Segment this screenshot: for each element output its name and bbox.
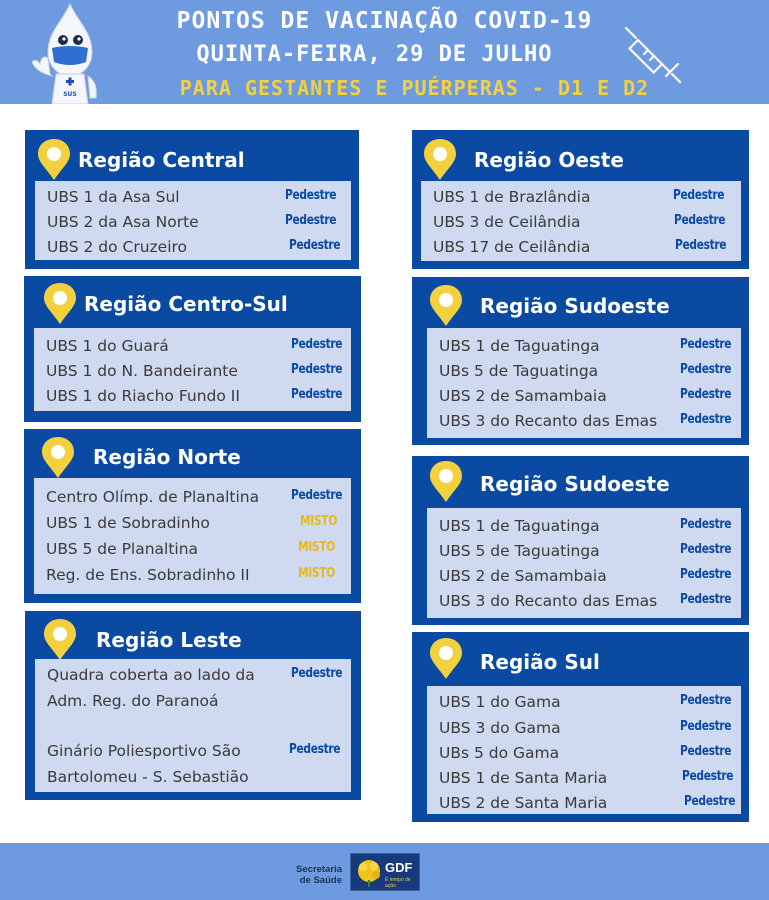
access-mode-tag: Pedestre [291,488,343,503]
access-mode-tag: Pedestre [674,213,726,228]
site-row [427,767,741,792]
site-row-continuation [35,766,351,791]
site-row [34,360,351,385]
access-mode-tag: Pedestre [680,744,732,759]
location-pin-icon [42,282,78,326]
site-name: UBS 1 de Sobradinho [46,514,210,532]
access-mode-tag: Pedestre [680,542,732,557]
site-name: UBS 1 do N. Bandeirante [46,362,238,380]
site-name: UBS 1 do Riacho Fundo II [46,387,240,405]
site-row [34,486,351,511]
region-title: Região Sul [480,650,600,674]
access-mode-tag: Pedestre [673,188,725,203]
site-name: Reg. de Ens. Sobradinho II [46,566,250,584]
footer-banner [0,843,769,900]
site-list [34,328,351,411]
secretaria-logo-text: Secretaria de Saúde [296,864,342,886]
access-mode-tag: Pedestre [680,592,732,607]
location-pin-icon [42,618,78,662]
site-row [427,691,741,716]
site-row [421,236,741,261]
access-mode-tag: Pedestre [289,742,341,757]
site-name: UBS 5 de Planaltina [46,540,199,558]
location-pin-icon [36,138,72,182]
access-mode-tag: Pedestre [680,387,732,402]
site-row [35,664,351,689]
access-mode-tag: Pedestre [291,362,343,377]
site-name: Quadra coberta ao lado da [47,666,255,684]
site-row [427,792,741,817]
gdf-slogan: É tempo de ação. [385,877,411,889]
access-mode-tag: Pedestre [680,337,732,352]
site-name: UBs 5 do Gama [439,744,560,762]
access-mode-tag: Pedestre [285,188,337,203]
site-name: Centro Olímp. de Planaltina [46,488,260,506]
access-mode-tag: Pedestre [680,567,732,582]
location-pin-icon [422,138,458,182]
site-name-line2: Bartolomeu - S. Sebastião [47,768,249,786]
access-mode-tag: Pedestre [291,337,343,352]
site-list [35,659,351,792]
ipe-flower-icon [354,858,384,888]
access-mode-tag: Pedestre [684,794,736,809]
site-row [427,335,741,360]
site-row [34,512,351,537]
site-name: UBS 3 do Gama [439,719,561,737]
site-list [427,686,741,814]
header-banner [0,0,769,104]
site-name: Ginário Poliesportivo São [47,742,241,760]
header-audience: PARA GESTANTES E PUÉRPERAS - D1 E D2 [179,76,650,100]
site-list [35,181,351,260]
access-mode-tag: Pedestre [291,666,343,681]
site-row [34,538,351,563]
access-mode-tag: MISTO [298,540,335,555]
site-name: UBS 2 do Cruzeiro [47,238,188,256]
site-row [421,186,741,211]
access-mode-tag: MISTO [300,514,337,529]
access-mode-tag: Pedestre [680,412,732,427]
site-name: UBS 3 do Recanto das Emas [439,592,658,610]
site-name: UBS 2 de Samambaia [439,567,607,585]
site-name: UBS 1 de Brazlândia [433,188,591,206]
access-mode-tag: Pedestre [289,238,341,253]
access-mode-tag: Pedestre [675,238,727,253]
site-name: UBS 2 de Samambaia [439,387,607,405]
site-name: UBS 2 de Santa Maria [439,794,608,812]
site-name: UBS 17 de Ceilândia [433,238,591,256]
header-date: QUINTA-FEIRA, 29 DE JULHO [196,42,553,67]
site-name: UBS 2 da Asa Norte [47,213,199,231]
site-row [427,410,741,435]
access-mode-tag: Pedestre [680,362,732,377]
site-row [427,717,741,742]
access-mode-tag: Pedestre [285,213,337,228]
site-name: UBS 1 do Gama [439,693,561,711]
site-name: UBS 1 de Taguatinga [439,337,600,355]
region-title: Região Central [78,148,245,172]
site-row [35,211,351,236]
access-mode-tag: Pedestre [680,719,732,734]
access-mode-tag: Pedestre [291,387,343,402]
site-list [421,181,741,261]
location-pin-icon [428,637,464,681]
header-title: PONTOS DE VACINAÇÃO COVID-19 [176,8,593,34]
site-row [427,360,741,385]
access-mode-tag: Pedestre [682,769,734,784]
region-title: Região Centro-Sul [84,292,288,316]
access-mode-tag: Pedestre [680,517,732,532]
gdf-logo [350,853,420,891]
site-row [35,236,351,261]
site-name: UBS 5 de Taguatinga [439,542,600,560]
site-name: UBS 3 do Recanto das Emas [439,412,658,430]
access-mode-tag: Pedestre [680,693,732,708]
site-row [34,564,351,589]
site-row [421,211,741,236]
location-pin-icon [428,284,464,328]
site-name: UBs 5 de Taguatinga [439,362,599,380]
site-row [35,740,351,765]
site-row [427,540,741,565]
gdf-logo-text: GDF [385,860,413,875]
region-title: Região Sudoeste [480,472,670,496]
site-name: UBS 1 de Santa Maria [439,769,608,787]
site-row [427,515,741,540]
region-title: Região Sudoeste [480,294,670,318]
site-list [34,478,351,594]
site-name: UBS 3 de Ceilândia [433,213,581,231]
svg-text:SUS: SUS [63,91,77,98]
site-name: UBS 1 da Asa Sul [47,188,180,206]
site-row [35,186,351,211]
site-row [427,385,741,410]
site-name-line2: Adm. Reg. do Paranoá [47,692,219,710]
syringe-icon [622,24,686,88]
access-mode-tag: MISTO [298,566,335,581]
location-pin-icon [40,436,76,480]
location-pin-icon [428,460,464,504]
site-list [427,328,741,438]
site-row [34,335,351,360]
site-list [427,508,741,618]
region-title: Região Leste [96,628,242,652]
site-row [427,742,741,767]
site-name: UBS 1 do Guará [46,337,169,355]
site-name: UBS 1 de Taguatinga [439,517,600,535]
site-row [34,385,351,410]
site-row [427,565,741,590]
site-row-continuation [35,690,351,715]
region-title: Região Oeste [474,148,624,172]
region-title: Região Norte [93,445,241,469]
site-row [427,590,741,615]
